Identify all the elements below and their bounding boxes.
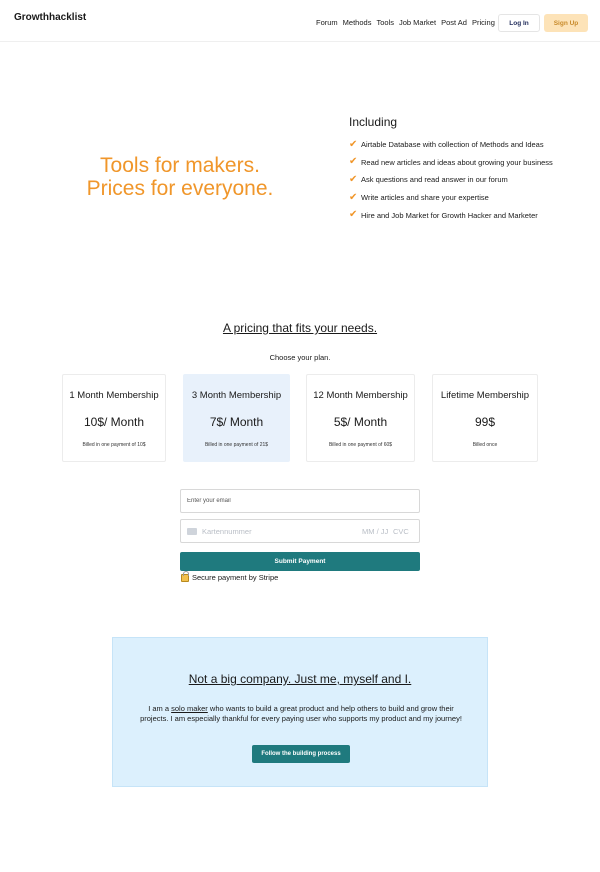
plan-name: Lifetime Membership (440, 390, 530, 401)
feature-item (349, 206, 553, 224)
hero-headline-line1: Tools for makers. (100, 154, 260, 177)
nav-item-tools[interactable]: Tools (376, 18, 394, 27)
feature-item (349, 189, 553, 207)
plan-name: 3 Month Membership (191, 390, 282, 401)
plan-price: 10$/ Month (83, 415, 145, 429)
pricing-heading: A pricing that fits your needs. (222, 321, 378, 335)
plan-card-1-month[interactable] (62, 374, 166, 462)
feature-text: Airtable Database with collection of Methods and Ideas (361, 140, 544, 150)
checkmark-icon: ✔ (349, 191, 358, 203)
signup-button[interactable]: Sign Up (544, 14, 588, 32)
hero-headline (30, 154, 330, 200)
plan-price: 99$ (474, 415, 496, 429)
including-heading: Including (349, 115, 398, 129)
checkmark-icon: ✔ (349, 173, 358, 185)
card-number-placeholder: Kartennummer (202, 527, 252, 536)
email-input[interactable] (180, 489, 420, 513)
secure-payment-note (181, 573, 278, 582)
plan-price: 5$/ Month (333, 415, 388, 429)
feature-text: Hire and Job Market for Growth Hacker and Marketer (361, 210, 538, 220)
nav-item-post-ad[interactable]: Post Ad (441, 18, 467, 27)
solo-maker-panel (112, 637, 488, 787)
plan-billing-note: Billed in one payment of 21$ (204, 442, 269, 448)
solo-maker-link[interactable]: solo maker (171, 704, 208, 713)
secure-payment-text: Secure payment by Stripe (192, 573, 279, 582)
nav-item-pricing[interactable]: Pricing (471, 18, 495, 27)
plan-card-lifetime[interactable] (432, 374, 538, 462)
feature-text: Ask questions and read answer in our forum (361, 175, 508, 185)
lock-icon (181, 574, 189, 582)
panel-description (139, 704, 463, 723)
plan-billing-note: Billed in one payment of 10$ (82, 442, 146, 448)
panel-heading: Not a big company. Just me, myself and I. (188, 672, 412, 686)
plan-billing-note: Billed once (472, 442, 498, 448)
submit-payment-button[interactable]: Submit Payment (180, 552, 420, 571)
feature-item (349, 136, 553, 154)
nav-item-job-market[interactable]: Job Market (398, 18, 437, 27)
plan-card-3-month[interactable] (183, 374, 290, 462)
panel-text-start: I am a (148, 704, 172, 713)
follow-building-process-button[interactable]: Follow the building process (252, 745, 350, 763)
main-nav (316, 18, 495, 27)
checkmark-icon: ✔ (349, 209, 358, 221)
panel-text-rest: who wants to build a great product and help others to build and grow their projects. I am especially thankful for every paying user who supports my product and my journey! (140, 704, 462, 723)
plan-name: 1 Month Membership (69, 390, 159, 401)
feature-text: Read new articles and ideas about growing your business (361, 157, 553, 167)
credit-card-icon (187, 528, 197, 535)
brand-logo[interactable]: Growthhacklist (14, 12, 87, 23)
feature-item (349, 154, 553, 172)
feature-list (349, 136, 553, 224)
top-navbar (0, 0, 600, 42)
plan-card-12-month[interactable] (306, 374, 415, 462)
plan-name: 12 Month Membership (313, 390, 408, 401)
feature-text: Write articles and share your expertise (361, 193, 489, 203)
card-expiry-placeholder: MM / JJ (362, 527, 389, 536)
checkmark-icon: ✔ (349, 138, 358, 150)
nav-item-forum[interactable]: Forum (316, 18, 338, 27)
plan-billing-note: Billed in one payment of 60$ (328, 442, 393, 448)
plan-price: 7$/ Month (209, 415, 264, 429)
nav-item-methods[interactable]: Methods (342, 18, 372, 27)
hero-headline-line2: Prices for everyone. (86, 177, 274, 200)
card-details-input[interactable] (180, 519, 420, 543)
checkmark-icon: ✔ (349, 156, 358, 168)
card-cvc-placeholder: CVC (393, 527, 409, 536)
pricing-subtitle: Choose your plan. (269, 353, 331, 362)
login-button[interactable]: Log In (498, 14, 540, 32)
feature-item (349, 171, 553, 189)
